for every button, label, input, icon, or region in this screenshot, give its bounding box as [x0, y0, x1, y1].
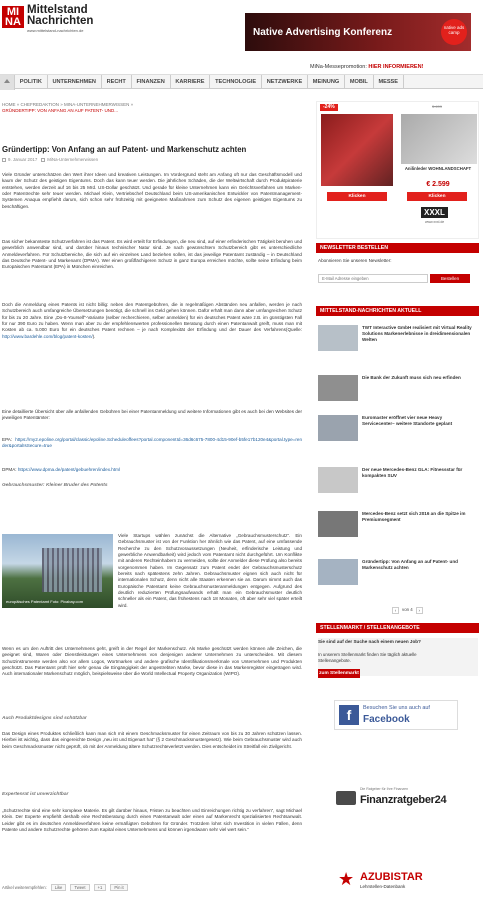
ad-click-button[interactable]: Klicken — [327, 192, 387, 201]
news-title[interactable]: Gründertipp: Von Anfang an auf Patent- und Markenschutz achten — [362, 559, 458, 571]
breadcrumb-path[interactable]: HOME » CHEFREDAKTION » MINA-UNTERNEHMERWISSEN » — [2, 102, 134, 107]
nav-item-politik[interactable]: POLITIK — [15, 75, 48, 88]
nav-item-netzwerke[interactable]: NETZWERKE — [262, 75, 308, 88]
sofa-image-2 — [401, 114, 477, 164]
nav-item-recht[interactable]: RECHT — [102, 75, 132, 88]
news-item[interactable] — [316, 325, 479, 353]
news-heading: MITTELSTAND-NACHRICHTEN AKTUELL — [316, 306, 479, 316]
logo-title[interactable] — [27, 5, 93, 27]
breadcrumb-current: GRÜNDERTIPP: VON ANFANG AN AUF PATENT- UND... — [2, 108, 119, 114]
news-thumbnail — [318, 511, 358, 537]
pinterest-button[interactable]: Pin it — [110, 884, 127, 891]
promo-label: MiNa-Messepromotion: — [310, 64, 367, 70]
azubistar-banner[interactable] — [334, 866, 460, 896]
subheading: Gebrauchsmuster: Kleiner Bruder des Patents — [2, 483, 108, 488]
news-title[interactable]: Euromaster eröffnet vier neue Heavy Servicecenter– weitere Standorte geplant — [362, 415, 453, 427]
news-item[interactable] — [316, 467, 479, 495]
promo-link[interactable]: HIER INFORMIEREN! — [368, 64, 424, 70]
news-thumbnail — [318, 415, 358, 441]
nav-item-finanzen[interactable]: FINANZEN — [132, 75, 171, 88]
news-pager — [392, 607, 423, 614]
nav-item-meinung[interactable]: MEINUNG — [308, 75, 345, 88]
azubistar-tagline: Lehrstellen-Datenbank — [360, 884, 406, 889]
jobs-button[interactable]: zum Stellenmarkt — [319, 671, 359, 676]
old-price: 3.499 — [432, 104, 443, 109]
xxxl-logo: XXXL — [421, 207, 448, 218]
article-paragraph: Viele Gründer unterschätzen den Wert ihrer Ideen und kreativen Leistungen. Im Vordergrund steht am Anfang oft nur das Geschäftsmodell und kaum der Schutz des geistigen Eigentums. Doch das kann teuer werden. Die jährlichen Schäden, die der Weltwirtschaft durch Produktpiraterie entstehen, werden derzeit auf 16 bis 25 Mrd. US-Dollar geschätzt. Und gerade für kleine Unternehmen kann ein Gerichtsverfahren um Marken- oder Patentrechte sehr teuer werden. Michael Klein, Vertriebschef Deutschland beim US-amerikanischen Entwickler von Patentmanagement-Systemen Anaqua empfiehlt darum, sich schon sehr frühzeitig mit geeigneten Maßnahmen zum Schutz des eigenen geistigen Eigentums zu beschäftigen. — [2, 172, 302, 209]
google-plus-button[interactable]: +1 — [94, 884, 107, 891]
header-ad-banner[interactable] — [245, 13, 471, 51]
news-thumbnail — [318, 467, 358, 493]
folder-icon — [41, 158, 45, 162]
dpma-link[interactable]: https://www.dpma.de/patent/gebuehren/index.html — [17, 467, 120, 472]
tweet-button[interactable]: Tweet — [70, 884, 89, 891]
article-paragraph: Eine detaillierte Übersicht über alle anfallenden Gebühren bei einer Patentanmeldung und weitere Informationen gibt es auch bei den Websites der jeweiligen Patentämter: — [2, 409, 302, 421]
finanzratgeber-banner[interactable] — [334, 785, 460, 811]
ad-product-title: Anilinleder WOHNLANDSCHAFT — [404, 166, 472, 171]
facebook-like-button[interactable]: Like — [51, 884, 67, 891]
article-category[interactable]: MiNa-Unternehmerwissen — [41, 157, 98, 163]
facebook-banner[interactable] — [334, 700, 458, 730]
facebook-name: Facebook — [363, 714, 410, 725]
newsletter-email-input[interactable] — [318, 274, 428, 283]
article-paragraph: Viele Startups wählen zunächst die Alternative „Gebrauchsmusterschutz“. Ein Gebrauchsmuster ist von der Funktion her ähnlich wie das Patent, auf eine umfassende Recherche zu den Schutzvoraussetzungen (Neuheit, erfinderische Leistung und gewerbliche Anwendbarkeit) wird jedoch vom Patentamt nicht durchgeführt. Um Konflikte mit anderen Rechteinhabern zu vermeiden, sollte der Anmelder diese Prüfung also bereits vorgenommen haben. Im Gegensatz zum Patent endet der Gebrauchsmusterschutz bereits nach spätestens zehn Jahren. Gebrauchsmuster eignen sich auch nicht für internationalen Schutz, denn nicht alle Staaten erkennen sie an. Darum nimmt auch das Europäische Patentamt keine Gebrauchsmusteranmeldungen entgegen. Aufgrund des deutlich reduzierten Prüfungsaufwands erhält man ein Gebrauchsmuster deutlich schneller als ein Patent, das frühestens nach 18 Monaten, oft aber sehr viel später erteilt wird. — [118, 533, 302, 608]
home-icon[interactable] — [0, 75, 15, 90]
news-title[interactable]: Mercedes-Benz setzt sich 2016 an die Spitze im Premiumsegment — [362, 511, 466, 523]
jobs-question: Sie sind auf der Suche nach einem neuen Job? — [318, 639, 421, 644]
article-paragraph: Das Design eines Produktes schließlich kann man sich mit einem Geschmacksmuster für einen Zeitraum von bis zu 30 Jahren schützen lassen. Hierbei ist wichtig, dass das eingereichte Design „neu ist und Eigenart hat“ (§ 2 Geschmacksmustergesetz). Wie beim Gebrauchsmuster wird auch beim Geschmacksmuster nicht geprüft, ob mit der Anmeldung ältere Schutzrechteverletzt werden. Dies entscheidet im Streitfall ein Zivilgericht. — [2, 731, 302, 749]
logo-title-line1: Mittelstand — [27, 4, 88, 16]
facebook-icon: f — [339, 705, 359, 725]
subheading: Expertenrat ist unverzichtbar — [2, 792, 69, 797]
subheading: Auch Produktdesigns sind schützbar — [2, 716, 87, 721]
facebook-text: Besuchen Sie uns auch auf — [363, 705, 430, 711]
news-title[interactable]: TWT Interactive GmbH realisiert mit Virtual Reality Solutions Markenerlebnisse in dreidimensionalen Welten — [362, 325, 472, 343]
sale-badge: -24% — [320, 104, 338, 111]
news-item[interactable] — [316, 415, 479, 443]
nav-item-unternehmen[interactable]: UNTERNEHMEN — [48, 75, 102, 88]
article-date: 9. Januar 2017 — [2, 157, 37, 163]
news-thumbnail — [318, 325, 358, 351]
breadcrumb — [2, 102, 302, 114]
share-bar — [2, 884, 128, 891]
logo-title-line2: Nachrichten — [27, 15, 94, 27]
article-paragraph: Wenn es um den Auftritt des Unternehmens geht, greift in der Regel der Markenschutz. Als Marke geschützt werden können alle Zeichen, die geeignet sind, Waren oder Dienstleistungen eines Unternehmens von denjenigen anderer Unternehmen zu unterscheiden. Mit diesem Schutzinstrumente werden also vor allem Logos, Wortmarken und andere grafische Identifikationsmerkmale von Unternehmen und Produkten geschützt. Das Patentamt prüft hier sehr genau die Eingängigkeit der angestrebten Marke, bevor diese in das Markenregister eingetragen wird. Auch internationaler Markenschutz möglich, beispielsweise über die World Intellectual Property Organization (WIPO). — [2, 646, 302, 677]
nav-item-messe[interactable]: MESSE — [374, 75, 404, 88]
news-title[interactable]: Der neue Mercedes-Benz GLA: Fitnessstar für kompakten SUV — [362, 467, 463, 479]
article-paragraph: „Schutzrechte sind eine sehr komplexe Materie. Es gilt darüber hinaus, Fristen zu beachten und Einreichungen richtig zu verfahren“, sagt Michael Klein. Der Experte empfiehlt deshalb eine Rechtsberatung durch einen Patentanwalt oder einen auf Markenrecht spezialisierten Rechtsanwalt. Leider gibt es im deutschen Anmeldeverfahren keine ermäßigten Gebühren für Gründer. Trotzdem lohnt sich Investition in vielen Fällen, denn Patente und andere Schutzrechte gehören zum Kapital eines Unternehmens und können irgendwann sehr viel wert sein.“ — [2, 808, 302, 832]
logo-url: www.mittelstand-nachrichten.de — [27, 28, 84, 33]
messe-promo — [310, 64, 423, 72]
ad-badge: native ads camp — [441, 19, 467, 45]
star-icon: ★ — [338, 869, 355, 889]
share-label: Artikel weiterempfehlen: — [2, 884, 47, 890]
finanzratgeber-logo: Finanzratgeber24 — [360, 794, 447, 806]
main-nav — [0, 74, 483, 89]
newsletter-heading: NEWSLETTER BESTELLEN — [316, 243, 479, 253]
nav-item-mobil[interactable]: MOBIL — [345, 75, 374, 88]
logo-icon[interactable]: MI NA — [2, 6, 24, 28]
news-item[interactable] — [316, 511, 479, 539]
jobs-text: In unserem Stellenmarkt finden Sie täglich aktuelle Stellenangebote. — [318, 652, 417, 664]
dpma-line: DPMA: https://www.dpma.de/patent/gebuehren/index.html — [2, 467, 120, 472]
building-image — [42, 548, 102, 592]
article-headline: Gründertipp: Von Anfang an auf Patent- und Markenschutz achten — [2, 145, 247, 154]
prev-page-button[interactable]: ‹ — [392, 607, 399, 614]
source-link[interactable]: http://www.bardehle.com/blog/patent-kosten/ — [2, 333, 93, 339]
article-paragraph: Das sicher bekannteste Schutzverfahren ist das Patent. Es wird erteilt für Erfindungen, die neu sind, auf einer erfinderischen Tätigkeit beruhen und gewerblich anwendbar sind, und darüber hinaus technischer Natur sind. Je nach gewünschtem Schutzbereich gibt es unterschiedliche Anmeldeverfahren. Für Schutzbereiche, die sich auf ein einzelnes Land beziehen sollen, ist das jeweilige Patentamt zuständig – in Deutschland das Deutsche Patent- und Markenamt (DPMA). Wer einen großflächigeren Schutz in ganz Europa erreichen möchte, sollte seine Erfindung beim Europäischen Patentamt (EPA) in München einreichen. — [2, 239, 302, 270]
finanzratgeber-tagline: Die Ratgeber für Ihre Finanzen — [360, 787, 409, 791]
article-paragraph: Doch die Anmeldung eines Patents ist nicht billig: neben den Patentgebühren, die in regelmäßigen Abständen neu anfallen, werden je nach Schutzbereich auch umfangreiche Übersetzungen benötigt, die schnell ins Geld gehen können. Dafür erhält man dann aber umfangreichen Schutz für bis zu 20 Jahre. Eine „Do-It-Yourself“-Variante (selber recherchieren, selber anmelden) für ein deutsches Patent wäre z.B. im günstigsten Fall für nur 390 Euro zu haben. Wenn man aber zu der empfehlenswerten professionellen Beratung durch einen Patentanwalt greift, muss man mit Kosten ab ca. 5.000 Euro für ein deutsches Patent rechnen – je nach Komplexität der Erfindung und der Dauer des Verfahrens(Quelle: http://www.bardehle.com/blog/patent-kosten/). — [2, 302, 302, 339]
wallet-icon — [336, 791, 356, 805]
epa-line: EPA: https://my2.epoline.org/portal/classic/epoline.Scheduleoffees?portal.componentId=36d6c675-7800-4d15-90ef-b5fe17b120e4&portal.type=render&portalIsSecure=true — [2, 437, 302, 449]
ad-title: Native Advertising Konferenz — [253, 27, 393, 38]
ad-click-button[interactable]: Klicken — [407, 192, 467, 201]
site-header — [0, 0, 483, 62]
article-meta — [2, 157, 98, 163]
xxxl-url: www.xxxl.de — [425, 220, 445, 224]
news-item[interactable] — [316, 559, 479, 587]
sofa-image — [321, 114, 393, 186]
sidebar-ad-xxxl[interactable] — [316, 101, 479, 239]
nav-item-karriere[interactable]: KARRIERE — [171, 75, 211, 88]
newsletter-submit-button[interactable]: Bestellen — [430, 274, 470, 283]
pager-text: von 4 — [402, 607, 413, 613]
calendar-icon — [2, 158, 6, 162]
news-item[interactable] — [316, 375, 479, 403]
ad-price: € 2.599 — [426, 181, 450, 188]
epa-link[interactable]: https://my2.epoline.org/portal/classic/epoline.Scheduleoffees?portal.componentId=36d6c675-7800-4d15-90ef-b5fe17b120e4&portal.type=render&portalIsSecure=true — [2, 437, 302, 449]
image-caption: europäisches Patentamt Foto: Pixabay.com — [6, 599, 84, 605]
news-thumbnail — [318, 375, 358, 401]
nav-item-technologie[interactable]: TECHNOLOGIE — [210, 75, 262, 88]
next-page-button[interactable]: › — [416, 607, 423, 614]
article-image — [2, 534, 113, 608]
news-thumbnail — [318, 559, 358, 585]
newsletter-text: Abonnieren Sie unseren Newsletter: — [318, 258, 392, 263]
news-title[interactable]: Die Bank der Zukunft muss sich neu erfinden — [362, 375, 461, 380]
azubistar-logo: AZUBISTAR — [360, 871, 423, 883]
jobs-heading: STELLENMARKT / STELLENANGEBOTE — [316, 623, 479, 633]
